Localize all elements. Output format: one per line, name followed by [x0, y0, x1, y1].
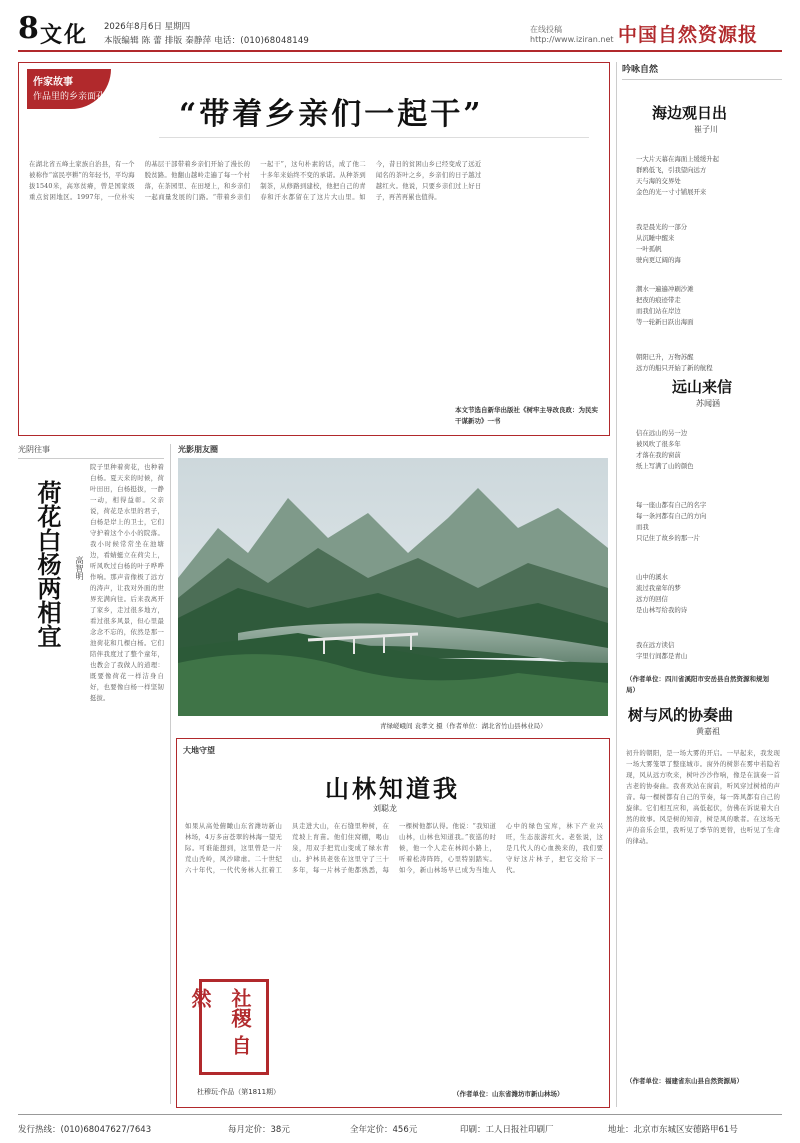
footer-address: 地址：北京市东城区安德路甲61号 [608, 1125, 738, 1135]
poem3-author: 黄嘉祖 [696, 727, 720, 736]
site-label: 在线投稿 [530, 25, 562, 34]
section-title: 文化 [40, 22, 89, 48]
lead-kicker-sub: 作品里的乡亲面孔 [33, 92, 106, 102]
poem3-credit: （作者单位：福建省东山县自然资源局） [626, 1077, 743, 1085]
poetry-column [622, 62, 782, 1107]
feature-article [176, 738, 610, 1108]
feature-title: 山林知道我 [325, 774, 460, 803]
footer-price-year: 全年定价：456元 [350, 1125, 418, 1135]
issue-date: 2026年8月6日 星期四 [104, 22, 191, 32]
lead-source: 本文节选自新华出版社《树牢主导改良政：为民实干谋新功》一书 [455, 406, 598, 425]
poem1-stanza-3: 潮水一遍遍冲刷沙滩 把夜的痕迹带走 而我们站在岸边 等一轮新日跃出海面 [636, 285, 694, 326]
poem2-stanza-1: 信在远山的另一边 被风吹了很多年 才落在我的窗前 纸上写满了山的颜色 [636, 429, 694, 470]
poem2-stanza-3: 山中的溪水 流过我童年的梦 远方的回信 是山林写给我的诗 [636, 573, 688, 614]
poem2-author: 苏闻涵 [696, 399, 720, 408]
poem3-title: 树与风的协奏曲 [628, 706, 734, 724]
lead-body: 在湖北省五峰土家族自治县，有一个被称作“富民亭耕”的年轻书，平均海拔1540米，高寒贫瘠，曾是国家级重点贫困地区。1997年，一位朴实的基层干部带着乡亲们开始了漫长的脱贫路。他翻山越岭走遍了每一个村落，在茶园里、在田埂上，和乡亲们一起商量发展的门路。“带着乡亲们一起干”，这句朴素的话，成了他二十多年来始终不变的承诺。从种茶到制茶，从修路到建校，他把自己的青春和汗水都留在了这片大山里。如今，昔日的贫困山乡已经变成了远近闻名的茶叶之乡，乡亲们的日子越过越红火。他说，只要乡亲们过上好日子，再苦再累也值得。 [29, 160, 482, 201]
page-number: 8 [18, 11, 39, 46]
seal-text: 社稷 自然 [188, 988, 252, 1055]
lead-article [18, 62, 610, 436]
footer-rule [18, 1114, 782, 1115]
photo-header: 光影朋友圈 [178, 445, 218, 454]
poem2-title: 远山来信 [672, 378, 733, 396]
left-column-divider [170, 444, 171, 1104]
poem1-stanza-4: 朝阳已升，万物苏醒 远方的船只开始了新的航程 [636, 353, 713, 372]
lead-title: “带着乡亲们一起干” [179, 97, 484, 132]
feature-credit: （作者单位：山东省潍坊市新山林场） [453, 1090, 564, 1098]
editors-line: 本版编辑 陈 蕾 排版 秦静萍 电话：(010)68048149 [104, 36, 310, 46]
feature-kicker: 大地守望 [183, 746, 215, 755]
seal-caption: 杜穆玩·作品（第1811期） [197, 1088, 281, 1096]
poem2-stanza-4: 我在远方读信 字里行间都是青山 [636, 641, 688, 660]
left-article [18, 444, 164, 1104]
photo-caption: 青绿嵯峨间 袁孝文 摄（作者单位：湖北省竹山县林业局） [380, 722, 547, 730]
footer-printer: 印刷：工人日报社印刷厂 [460, 1125, 554, 1135]
lead-kicker-badge [27, 69, 111, 109]
column-divider [616, 62, 617, 1107]
poem1-author: 崔子川 [694, 125, 718, 134]
lead-title-rule [159, 137, 589, 138]
mountain-lake-image [178, 458, 608, 716]
left-header: 光阴往事 [18, 444, 164, 459]
footer-distribution: 发行热线：(010)68047627/7643 [18, 1125, 152, 1135]
poem1-title: 海边观日出 [652, 104, 728, 122]
paper-name: 中国自然资源报 [618, 24, 759, 46]
landscape-photo [178, 458, 608, 716]
poetry-header: 吟咏自然 [622, 62, 782, 80]
seal-artwork [188, 979, 269, 1075]
footer-price-month: 每月定价：38元 [228, 1125, 290, 1135]
left-body: 院子里种着荷花，也种着白杨。夏天来的时候，荷叶田田，白杨挺拔，一静一动，相得益彰。父亲说，荷花是水里的君子，白杨是岸上的卫士，它们守护着这个小小的院落。我小时候常常坐在池塘边，看蜻蜓立在荷尖上，听风吹过白杨的叶子哗哗作响。那声音像极了远方的涛声，让我对外面的世界充满向往。后来我离开了家乡，走过很多地方，看过很多风景，但心里最念念不忘的，依然是那一池荷花和几棵白杨。它们陪伴我度过了整个童年，也教会了我做人的道理：既要像荷花一样洁身自好，也要像白杨一样坚韧挺拔。 [90, 463, 164, 702]
lead-kicker: 作家故事 [33, 77, 73, 88]
left-title: 荷花白杨两相宜 [33, 480, 62, 648]
left-body-cont [18, 804, 164, 1100]
poem1-stanza-1: 一大片天幕在海面上缓缓升起 群鸥低飞，引我望向远方 天与海的交界处 金色的光一寸寸铺展开来 [636, 155, 720, 196]
poem1-stanza-2: 我是晨光的一部分 从沉睡中醒来 一叶孤帆 驶向更辽阔的海 [636, 223, 688, 264]
left-author: 高智明 [75, 556, 84, 580]
feature-author: 刘聪龙 [373, 804, 397, 813]
site-url[interactable]: http://www.iziran.net [530, 35, 614, 44]
masthead-rule [18, 50, 782, 52]
poem3-body: 初升的朝阳，是一场大雾的开启。一早起来，我发现一场大雾笼罩了整座城市。窗外的树影在雾中若隐若现，风从远方吹来，树叶沙沙作响，像是在演奏一首古老的协奏曲。我喜欢站在窗前，听风穿过树梢的声音。每一棵树都有自己的节奏，每一阵风都有自己的旋律。它们相互应和，高低起伏，仿佛在诉说着大自然的故事。风是树的知音，树是风的歌者。在这场无声的音乐会里，我听见了季节的更替，也听见了生命的律动。 [626, 749, 780, 845]
poem2-stanza-2: 每一座山都有自己的名字 每一条河都有自己的方向 而我 只记住了故乡的那一片 [636, 501, 707, 542]
feature-body: 如果从高处俯瞰山东省潍坊新山林场，4万多亩苍翠的林海一望无际。可谁能想到，这里曾是一片荒山秃岭，风沙肆虐。二十世纪六十年代，一代代务林人扛着工具走进大山，在石缝里种树，在荒坡上育苗。他们住窝棚，喝山泉，用双手把荒山变成了绿水青山。护林员老张在这里守了三十多年，每一片林子他都熟悉，每一棵树他都认得。他说：“我知道山林，山林也知道我。”夜巡的时候，他一个人走在林间小路上，听着松涛阵阵，心里特别踏实。如今，新山林场早已成为当地人心中的绿色宝库，林下产业兴旺，生态旅游红火。老张说，这是几代人的心血换来的，我们要守好这片林子，把它交给下一代。 [185, 822, 603, 874]
poem2-credit: （作者单位：四川省溪阳市安岳县自然资源和规划局） [626, 675, 769, 694]
